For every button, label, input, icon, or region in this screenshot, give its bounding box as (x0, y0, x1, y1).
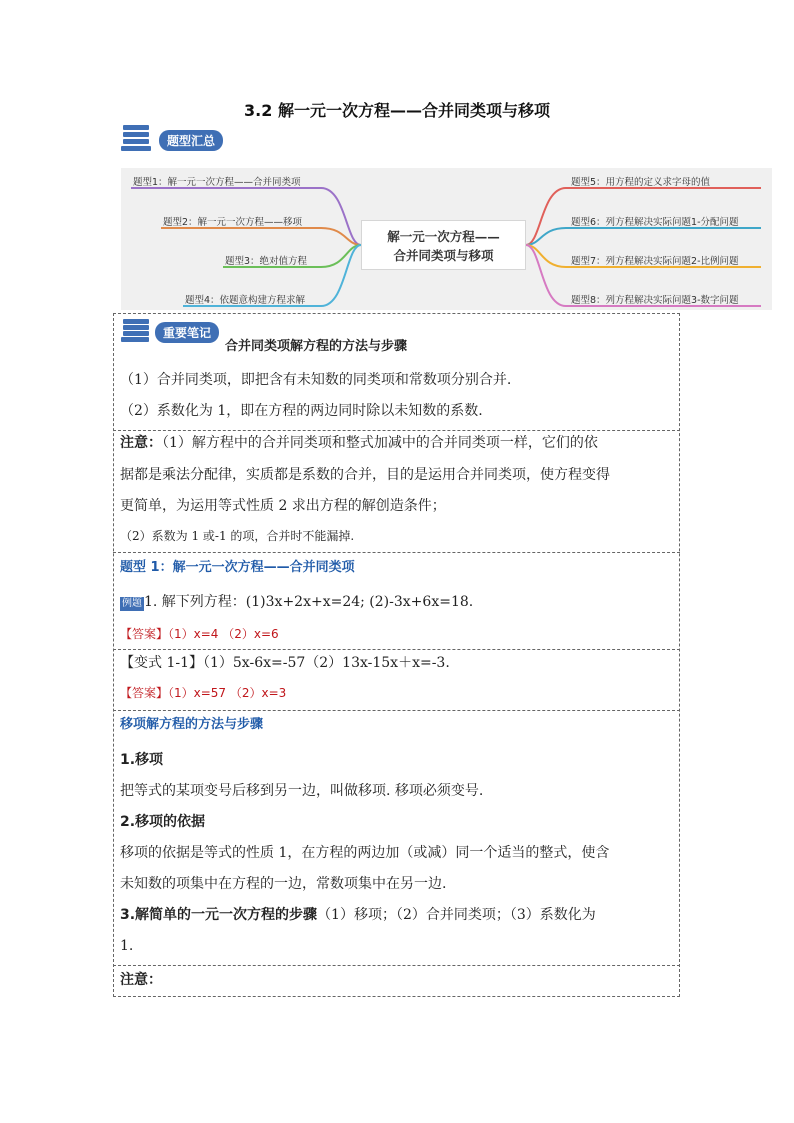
divider (113, 965, 680, 966)
summary-badge-label: 题型汇总 (159, 130, 223, 151)
example-tag: 例题 (122, 598, 142, 609)
mindmap-branch-left (161, 228, 361, 245)
answer-1: 【答案】（1）x=4 （2）x=6 (120, 627, 279, 641)
notes-step1: （1）合并同类项，即把含有未知数的同类项和常数项分别合并. (120, 372, 512, 388)
attention-line1 (120, 433, 675, 453)
moving-s3-text: （1）移项；（2）合并同类项；（3）系数化为 (317, 907, 596, 923)
divider (113, 649, 680, 650)
notebook-icon (121, 319, 151, 345)
example-line (120, 592, 675, 612)
moving-s3-line (120, 905, 675, 925)
mindmap-item-type1: 题型1：解一元一次方程——合并同类项 (133, 177, 301, 188)
moving-s2-text-b: 未知数的项集中在方程的一边，常数项集中在另一边. (120, 876, 447, 892)
notes-badge (121, 319, 219, 345)
mindmap-item-type7: 题型7：列方程解决实际问题2-比例问题 (571, 256, 739, 267)
moving-attention: 注意： (120, 972, 162, 988)
book-stack-icon (121, 125, 155, 155)
moving-s1-text: 把等式的某项变号后移到另一边，叫做移项. 移项必须变号. (120, 783, 484, 799)
notes-heading: 合并同类项解方程的方法与步骤 (225, 339, 408, 354)
example-text: 1. 解下列方程：(1)3x+2x+x=24; (2)-3x+6x=18. (144, 594, 474, 610)
mindmap (121, 168, 772, 310)
mindmap-item-type6: 题型6：列方程解决实际问题1-分配问题 (571, 217, 739, 228)
summary-badge (121, 125, 223, 155)
attention-line3: 更简单，为运用等式性质 2 求出方程的解创造条件； (120, 498, 446, 514)
notes-step2: （2）系数化为 1，即在方程的两边同时除以未知数的系数. (120, 403, 483, 419)
attention-line2: 据都是乘法分配律，实质都是系数的合并，目的是运用合并同类项，使方程变得 (120, 467, 610, 483)
type1-heading: 题型 1：解一元一次方程——合并同类项 (120, 560, 355, 575)
mindmap-item-type8: 题型8：列方程解决实际问题3-数字问题 (571, 295, 739, 306)
attention-text: （1）解方程中的合并同类项和整式加减中的合并同类项一样，它们的依 (162, 435, 598, 451)
mindmap-branch-right (526, 228, 761, 245)
moving-s2-text-a: 移项的依据是等式的性质 1，在方程的两边加（或减）同一个适当的整式，使含 (120, 845, 610, 861)
divider (113, 430, 680, 431)
moving-s3-title: 3.解简单的一元一次方程的步骤 (120, 907, 318, 923)
moving-s3-text-b: 1. (120, 938, 134, 954)
moving-heading: 移项解方程的方法与步骤 (120, 717, 264, 732)
divider (113, 710, 680, 711)
moving-s1-title: 1.移项 (120, 752, 164, 768)
attention-line4: （2）系数为 1 或-1 的项，合并时不能漏掉. (120, 529, 355, 543)
mindmap-center-line1: 解一元一次方程—— (387, 229, 500, 244)
attention-label: 注意： (120, 435, 162, 451)
moving-s2-title: 2.移项的依据 (120, 814, 206, 830)
divider (113, 552, 680, 553)
answer-2: 【答案】（1）x=57 （2）x=3 (120, 686, 287, 700)
notes-badge-label: 重要笔记 (155, 322, 219, 343)
page-title: 3.2 解一元一次方程——合并同类项与移项 (244, 101, 550, 120)
mindmap-item-type3: 题型3：绝对值方程 (225, 256, 308, 267)
variant-1-1: 【变式 1-1】（1）5x-6x=-57（2）13x-15x＋x=-3. (120, 655, 450, 671)
mindmap-center (361, 220, 526, 270)
mindmap-center-line2: 合并同类项与移项 (393, 248, 494, 263)
mindmap-item-type5: 题型5：用方程的定义求字母的值 (571, 177, 711, 188)
mindmap-item-type4: 题型4：依题意构建方程求解 (185, 295, 306, 306)
mindmap-item-type2: 题型2：解一元一次方程——移项 (163, 217, 303, 228)
